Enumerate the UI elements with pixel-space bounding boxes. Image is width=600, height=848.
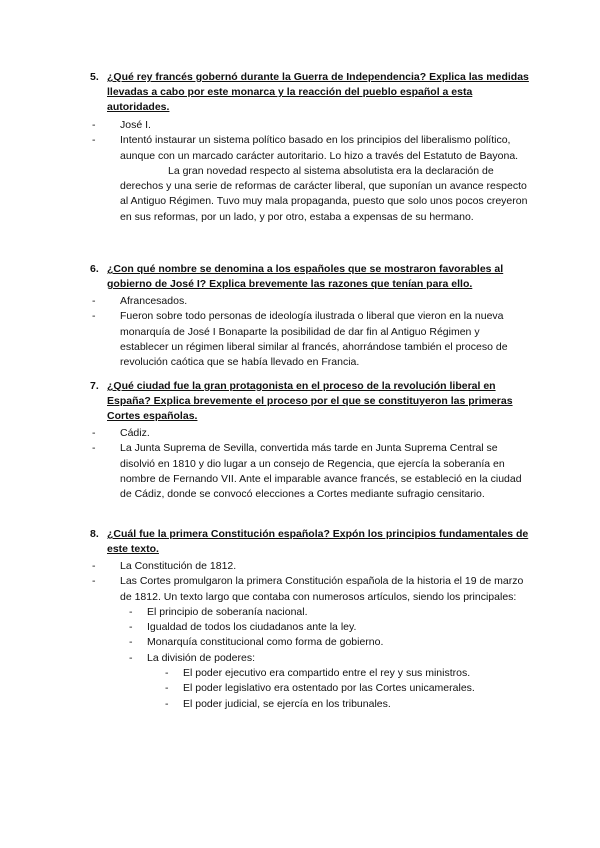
answer-item xyxy=(90,574,530,605)
answer-item xyxy=(90,441,530,502)
answer-item xyxy=(90,118,530,133)
power-item xyxy=(163,697,530,712)
principle-item xyxy=(127,605,530,620)
answer-item xyxy=(90,133,530,164)
question-7-heading xyxy=(90,379,530,424)
bullet-dash: - xyxy=(129,651,133,664)
power-text: El poder legislativo era ostentado por las Cortes unicamerales. xyxy=(183,682,475,695)
answer-text: Afrancesados. xyxy=(120,295,188,307)
question-8-section xyxy=(90,527,530,712)
answer-item xyxy=(90,559,530,574)
bullet-dash: - xyxy=(92,442,96,455)
question-text: ¿Qué rey francés gobernó durante la Guerra de Independencia? Explica las medidas llevadas a cabo por este monarca y la reacción del pueblo español a esta autoridades. xyxy=(107,71,529,113)
bullet-dash: - xyxy=(129,605,133,618)
answer-text: Intentó instaurar un sistema político basado en los principios del liberalismo político, aunque con un marcado carácter autoritario. Lo hizo a través del Estatuto de Bayona. xyxy=(120,134,519,162)
principle-item xyxy=(127,620,530,635)
answer-text: Las Cortes promulgaron la primera Constitución española de la historia el 19 de marzo de 1812. Un texto largo que contaba con numerosos artículos, siendo los principales: xyxy=(120,575,524,603)
question-text: ¿Con qué nombre se denomina a los españoles que se mostraron favorables al gobierno de José I? Explica brevemente las razones que tenían para ello. xyxy=(107,263,504,290)
question-5-section xyxy=(90,70,530,225)
principle-text: Igualdad de todos los ciudadanos ante la ley. xyxy=(147,621,357,634)
bullet-dash: - xyxy=(92,427,96,439)
answer-text: Cádiz. xyxy=(120,427,150,439)
principle-item xyxy=(127,651,530,666)
principle-text: La división de poderes: xyxy=(147,651,255,664)
answer-text: Fueron sobre todo personas de ideología ilustrada o liberal que vieron en la nueva monarquía de José I Bonaparte la posibilidad de dar fin al Antiguo Régimen y establecer un régimen liberal similar al francés, ahorrándose también el proceso de revolución caótica que se había llevado en Francia. xyxy=(120,310,508,369)
question-6-section xyxy=(90,262,530,370)
power-text: El poder judicial, se ejercía en los tribunales. xyxy=(183,697,391,710)
question-7-section xyxy=(90,379,530,502)
answer-item xyxy=(90,426,530,441)
answer-item xyxy=(90,294,530,309)
bullet-dash: - xyxy=(92,119,96,131)
power-item xyxy=(163,666,530,681)
power-text: El poder ejecutivo era compartido entre el rey y sus ministros. xyxy=(183,667,471,680)
bullet-dash: - xyxy=(129,621,133,634)
bullet-dash: - xyxy=(92,295,96,307)
paragraph-text: La gran novedad respecto al sistema absolutista era la declaración de derechos y una serie de reformas de carácter liberal, que suponían un avance respecto al Antiguo Régimen. Tuvo muy mala propaganda, puesto que solo unos pocos creyeron en sus reformas, por un lado, y por otro, estaba a expensas de su hermano. xyxy=(120,164,528,223)
question-text: ¿Qué ciudad fue la gran protagonista en el proceso de la revolución liberal en España? Explica brevemente el proceso por el que se constituyeron las primeras Cortes españolas. xyxy=(107,380,513,422)
bullet-dash: - xyxy=(92,134,96,147)
principle-text: Monarquía constitucional como forma de gobierno. xyxy=(147,636,384,649)
question-number: 6. xyxy=(90,263,99,275)
question-number: 8. xyxy=(90,528,99,540)
answer-text: La Constitución de 1812. xyxy=(120,560,237,572)
bullet-dash: - xyxy=(129,636,133,649)
question-number: 7. xyxy=(90,380,99,392)
question-6-heading xyxy=(90,262,530,292)
answer-text: José I. xyxy=(120,119,151,131)
question-5-heading xyxy=(90,70,530,115)
question-text: ¿Cuál fue la primera Constitución española? Expón los principios fundamentales de este texto. xyxy=(107,528,529,555)
principle-item xyxy=(127,635,530,650)
bullet-dash: - xyxy=(92,310,96,323)
question-number: 5. xyxy=(90,71,99,83)
answer-text: La Junta Suprema de Sevilla, convertida más tarde en Junta Suprema Central se disolvió en 1810 y dio lugar a un consejo de Regencia, que ejercía la soberanía en nombre de Fernando VII. Ante el imparable avance francés, se estableció en la ciudad de Cádiz, donde se convocó elecciones a Cortes mediante sufragio censitario. xyxy=(120,442,522,501)
power-item xyxy=(163,681,530,696)
answer-item xyxy=(90,309,530,370)
bullet-dash: - xyxy=(165,682,169,695)
bullet-dash: - xyxy=(165,697,169,710)
principle-text: El principio de soberanía nacional. xyxy=(147,605,308,618)
bullet-dash: - xyxy=(92,575,96,588)
bullet-dash: - xyxy=(92,560,96,572)
question-8-heading xyxy=(90,527,530,557)
answer-paragraph xyxy=(90,164,530,225)
bullet-dash: - xyxy=(165,667,169,680)
